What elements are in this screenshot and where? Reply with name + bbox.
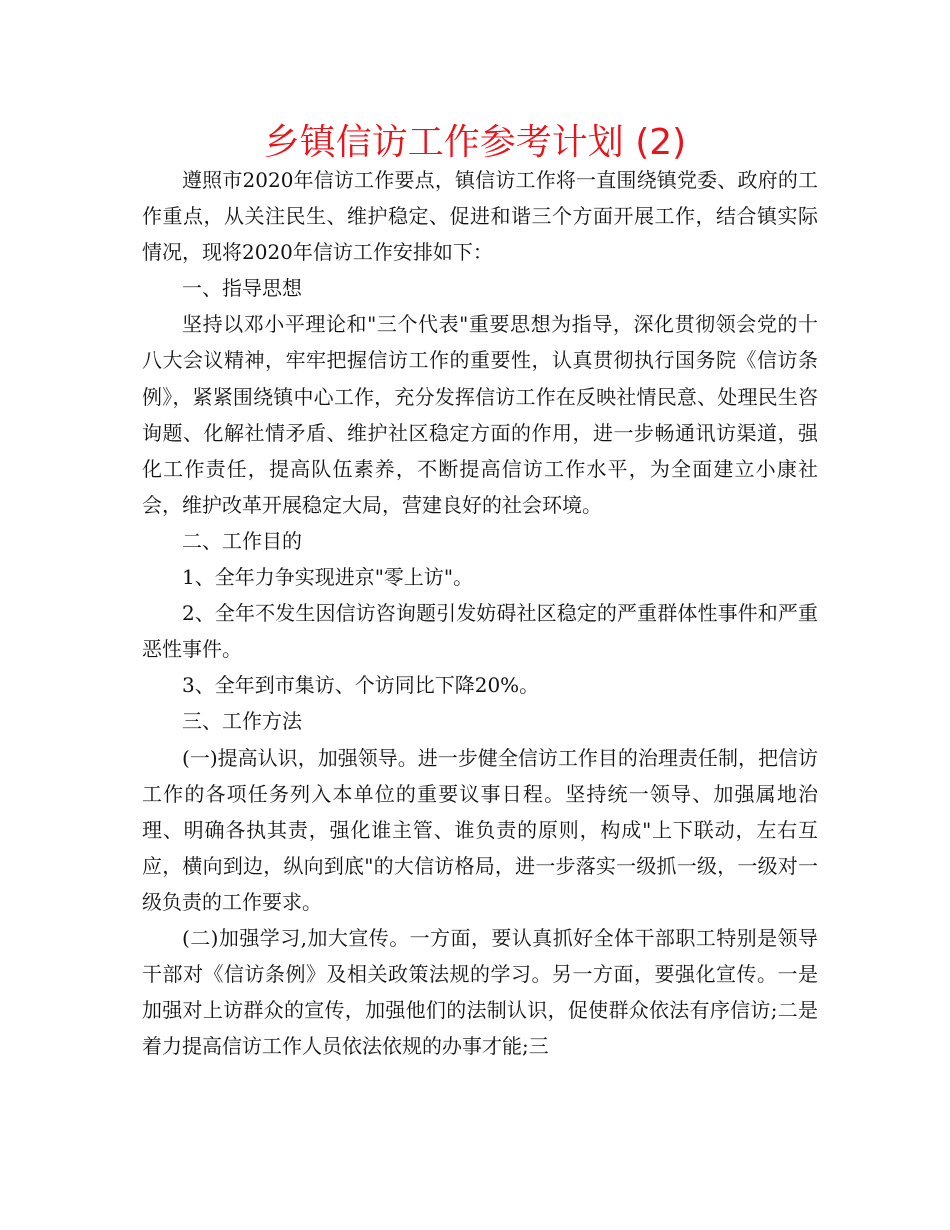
document-title: 乡镇信访工作参考计划 (2) (263, 122, 687, 163)
list-item: 2、全年不发生因信访咨询题引发妨碍社区稳定的严重群体性事件和严重恶性事件。 (142, 601, 818, 662)
paragraph: (二)加强学习,加大宣传。一方面，要认真抓好全体干部职工特别是领导干部对《信访条例》及相关政策法规的学习。另一方面，要强化宣传。一是加强对上访群众的宣传，加强他们的法制认识，促使群众依法有序信访;二是着力提高信访工作人员依法依规的办事才能;三 (142, 925, 818, 1059)
intro-paragraph: 遵照市2020年信访工作要点，镇信访工作将一直围绕镇党委、政府的工作重点，从关注民生、维护稳定、促进和谐三个方面开展工作，结合镇实际情况，现将2020年信访工作安排如下： (142, 168, 818, 265)
paragraph: 坚持以邓小平理论和"三个代表"重要思想为指导，深化贯彻领会党的十八大会议精神，牢牢把握信访工作的重要性，认真贯彻执行国务院《信访条例》，紧紧围绕镇中心工作，充分发挥信访工作在反映社情民意、处理民生咨询题、化解社情矛盾、维护社区稳定方面的作用，进一步畅通讯访渠道，强化工作责任，提高队伍素养，不断提高信访工作水平，为全面建立小康社会，维护改革开展稳定大局，营建良好的社会环境。 (142, 312, 818, 517)
list-item: 1、全年力争实现进京"零上访"。 (182, 565, 474, 590)
document-body (142, 162, 818, 1064)
section-heading: 一、指导思想 (182, 276, 302, 301)
list-item: 3、全年到市集访、个访同比下降20%。 (182, 673, 540, 698)
section-heading: 三、工作方法 (182, 709, 302, 734)
paragraph: (一)提高认识，加强领导。进一步健全信访工作目的治理责任制，把信访工作的各项任务列入本单位的重要议事日程。坚持统一领导、加强属地治理、明确各执其责，强化谁主管、谁负责的原则，构成"上下联动，左右互应，横向到边，纵向到底"的大信访格局，进一步落实一级抓一级，一级对一级负责的工作要求。 (142, 745, 818, 914)
section-heading: 二、工作目的 (182, 528, 302, 553)
